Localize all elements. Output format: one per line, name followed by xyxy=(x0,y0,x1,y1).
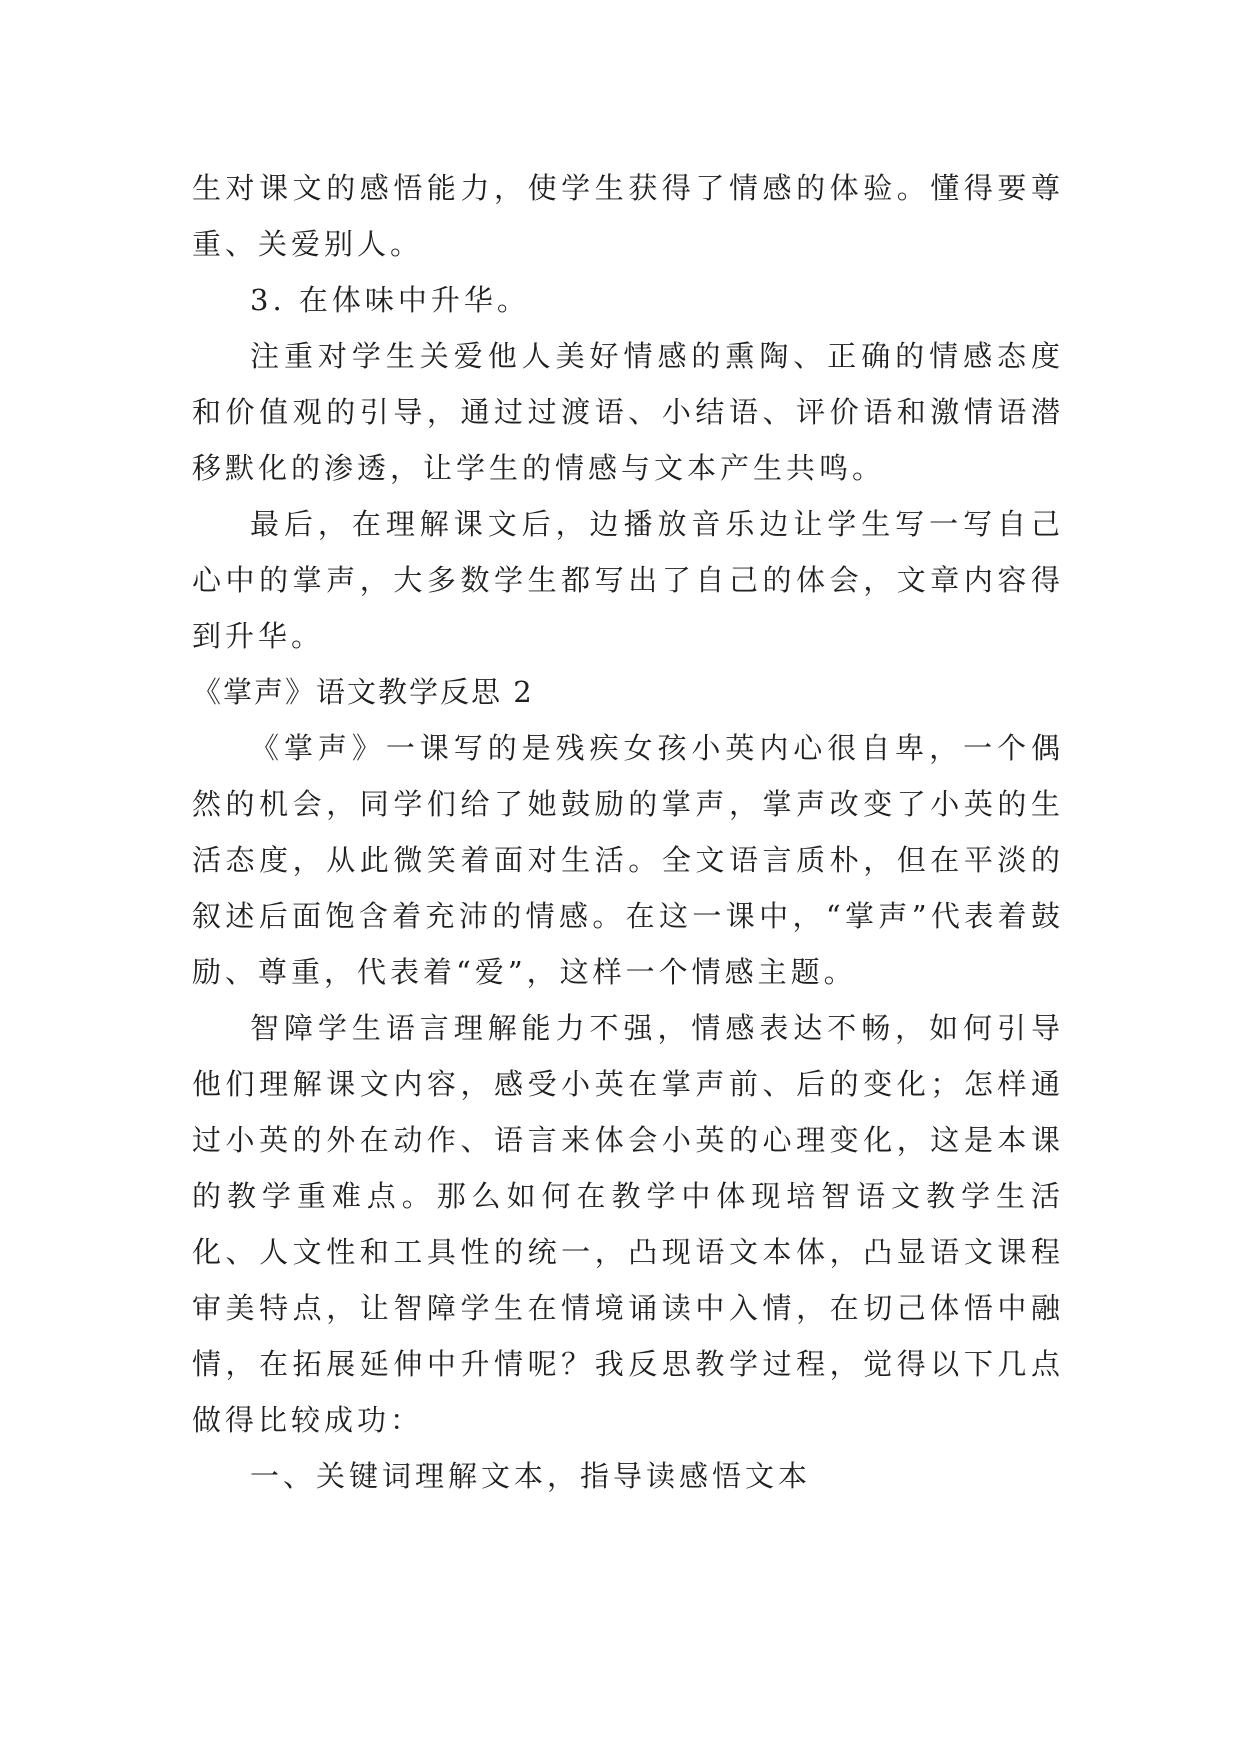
document-body xyxy=(192,160,1064,1504)
paragraph-continued: 生对课文的感悟能力，使学生获得了情感的体验。懂得要尊重、关爱别人。 xyxy=(192,171,1064,261)
section-heading: 《掌声》语文教学反思 2 xyxy=(192,675,534,709)
paragraph: 《掌声》一课写的是残疾女孩小英内心很自卑，一个偶然的机会，同学们给了她鼓励的掌声，掌声改变了小英的生活态度，从此微笑着面对生活。全文语言质朴，但在平淡的叙述后面饱含着充沛的情感。在这一课中，“掌声”代表着鼓励、尊重，代表着“爱”，这样一个情感主题。 xyxy=(192,731,1064,989)
paragraph: 智障学生语言理解能力不强，情感表达不畅，如何引导他们理解课文内容，感受小英在掌声前、后的变化；怎样通过小英的外在动作、语言来体会小英的心理变化，这是本课的教学重难点。那么如何在教学中体现培智语文教学生活化、人文性和工具性的统一，凸现语文本体，凸显语文课程审美特点，让智障学生在情境诵读中入情，在切己体悟中融情，在拓展延伸中升情呢？我反思教学过程，觉得以下几点做得比较成功： xyxy=(192,1011,1064,1437)
paragraph: 最后，在理解课文后，边播放音乐边让学生写一写自己心中的掌声，大多数学生都写出了自己的体会，文章内容得到升华。 xyxy=(192,507,1064,653)
paragraph: 注重对学生关爱他人美好情感的熏陶、正确的情感态度和价值观的引导，通过过渡语、小结语、评价语和激情语潜移默化的渗透，让学生的情感与文本产生共鸣。 xyxy=(192,339,1064,485)
paragraph-section-3: 3. 在体味中升华。 xyxy=(250,283,530,317)
paragraph-subheading: 一、关键词理解文本，指导读感悟文本 xyxy=(250,1459,812,1493)
